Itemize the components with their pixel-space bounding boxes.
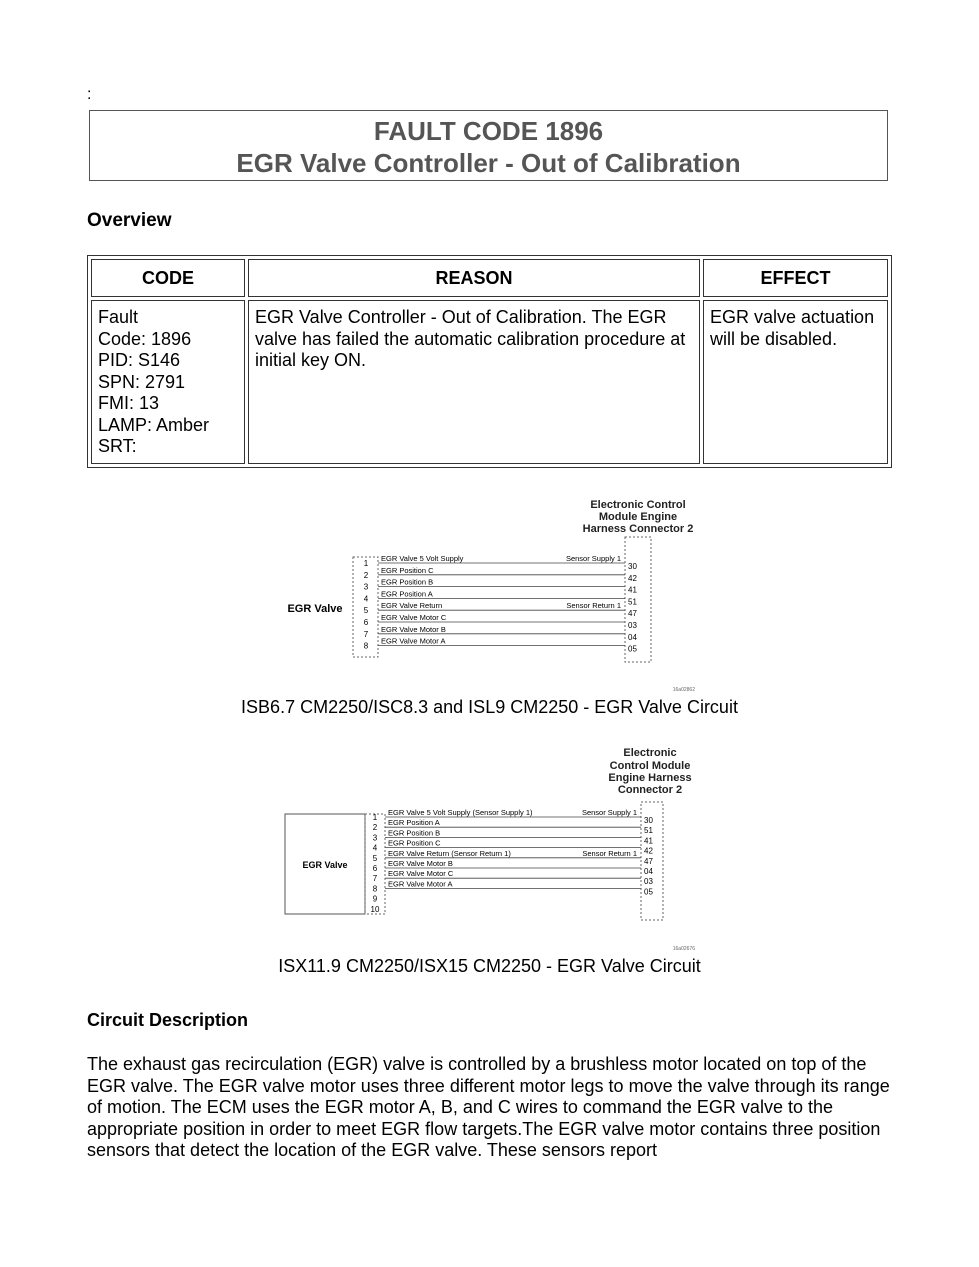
diagram2-caption: ISX11.9 CM2250/ISX15 CM2250 - EGR Valve Circuit: [278, 956, 701, 976]
pin-number-right: 42: [644, 846, 653, 856]
code-line: Code: 1896: [98, 328, 192, 349]
ecm-label-line: Harness Connector 2: [582, 523, 694, 535]
wire-label: EGR Valve Motor A: [381, 636, 446, 646]
pin-number-right: 04: [644, 867, 653, 876]
column-header-reason: REASON: [248, 259, 700, 297]
pin-number-right: 04: [628, 632, 637, 642]
code-line: PID: S146: [98, 350, 181, 370]
pin-number-left: 4: [372, 843, 378, 853]
pin-number-left: 6: [363, 618, 369, 627]
fault-description-title: EGR Valve Controller - Out of Calibration: [236, 148, 741, 178]
diagram1-caption: ISB6.7 CM2250/ISC8.3 and ISL9 CM2250 - EGR Valve Circuit: [241, 697, 738, 717]
header-colon: :: [87, 86, 92, 103]
wire-label: EGR Position B: [388, 828, 441, 838]
wire-label: EGR Valve Return (Sensor Return 1): [388, 848, 511, 858]
pin-number-left: 2: [363, 570, 369, 580]
ecm-label-line: Electronic Control: [590, 499, 686, 511]
pin-number-left: 8: [363, 641, 369, 651]
pin-number-right: 47: [628, 609, 637, 619]
code-line: LAMP: Amber: [98, 414, 210, 435]
pin-number-left: 6: [372, 864, 378, 873]
pin-number-right: 51: [644, 826, 653, 836]
wire-label: EGR Valve Return: [381, 601, 443, 611]
pin-number-left: 9: [372, 894, 378, 904]
ecm-label-line: Connector 2: [617, 784, 683, 796]
wire-label: EGR Position C: [388, 838, 441, 848]
wire-label: EGR Position A: [381, 589, 433, 599]
pin-number-left: 7: [363, 629, 369, 639]
pin-number-left: 5: [363, 606, 369, 616]
pin-number-left: 4: [363, 594, 369, 604]
pin-number-right: 05: [628, 644, 637, 654]
wire-label: EGR Position A: [388, 818, 440, 828]
pin-number-right: 03: [644, 877, 653, 887]
pin-number-right: 03: [628, 621, 637, 630]
component-label: EGR Valve: [302, 860, 348, 870]
wire-label: EGR Valve 5 Volt Supply: [381, 554, 464, 563]
ecm-label-line: Module Engine: [598, 511, 678, 523]
code-line: SPN: 2791: [98, 371, 186, 392]
code-line: SRT:: [98, 436, 137, 456]
pin-number-right: 30: [628, 562, 637, 571]
column-header-effect: EFFECT: [703, 259, 888, 297]
fault-title-box: [89, 110, 888, 181]
pin-number-left: 7: [372, 874, 378, 884]
wire-label: EGR Position B: [381, 577, 434, 587]
sensor-label: Sensor Return 1: [582, 848, 637, 858]
ecm-label-line: Control Module: [609, 760, 691, 772]
diagram2-wire-rows: [371, 808, 654, 914]
wire-label: EGR Valve Motor A: [388, 879, 453, 889]
fault-table: [87, 255, 892, 468]
pin-number-left: 5: [372, 853, 378, 863]
code-line: FMI: 13: [98, 393, 160, 413]
wire-label: EGR Valve Motor B: [388, 859, 453, 868]
table-row: [91, 300, 888, 464]
figure-ref: 16a02862: [672, 687, 695, 693]
reason-cell: EGR Valve Controller - Out of Calibration. The EGR valve has failed the automatic calibration procedure at initial key ON.: [248, 300, 700, 464]
pin-number-left: 3: [372, 833, 378, 843]
pin-number-right: 42: [628, 573, 637, 583]
diagram1-wire-rows: [364, 554, 638, 654]
pin-number-left: 1: [363, 559, 369, 568]
circuit-diagram-1: [270, 490, 710, 695]
column-header-code: CODE: [91, 259, 245, 297]
circuit-description-heading: Circuit Description: [87, 1010, 249, 1030]
pin-number-left: 8: [372, 884, 378, 894]
ecm-label-line: Engine Harness: [608, 772, 692, 784]
wire-label: EGR Valve Motor C: [388, 869, 454, 879]
circuit-description-paragraph: The exhaust gas recirculation (EGR) valve is controlled by a brushless motor located on top of the EGR valve. The EGR valve motor uses three different motor legs to move the valve through its range of motion. The ECM uses the EGR motor A, B, and C wires to command the EGR valve to the appropriate position in order to meet EGR flow targets.The EGR valve motor contains three position sensors that detect the location of the EGR valve. These sensors report: [87, 1054, 890, 1160]
effect-cell: EGR valve actuation will be disabled.: [703, 300, 888, 464]
wire-label: EGR Valve 5 Volt Supply (Sensor Supply 1): [388, 808, 533, 817]
pin-number-left: 3: [363, 582, 369, 592]
pin-number-left: 10: [370, 904, 380, 914]
pin-number-right: 41: [644, 836, 653, 846]
wire-label: EGR Valve Motor B: [381, 624, 446, 634]
sensor-label: Sensor Supply 1: [565, 554, 621, 563]
pin-number-right: 47: [644, 856, 653, 866]
fault-code-title: FAULT CODE 1896: [373, 116, 604, 146]
pin-number-right: 30: [644, 816, 653, 825]
overview-heading: Overview: [87, 210, 172, 231]
pin-number-left: 1: [372, 813, 378, 822]
wire-label: EGR Position C: [381, 565, 434, 575]
sensor-label: Sensor Return 1: [566, 601, 621, 611]
wire-label: EGR Valve Motor C: [381, 613, 447, 622]
component-label: EGR Valve: [287, 603, 343, 615]
code-line: Fault: [98, 307, 139, 327]
pin-number-right: 51: [628, 597, 637, 607]
sensor-label: Sensor Supply 1: [581, 808, 637, 817]
figure-ref: 16a02676: [672, 946, 695, 952]
pin-number-right: 41: [628, 585, 637, 595]
pin-number-left: 2: [372, 823, 378, 833]
ecm-label-line: Electronic: [623, 747, 677, 759]
code-cell: [91, 300, 245, 464]
circuit-diagram-2: [280, 742, 700, 954]
pin-number-right: 05: [644, 887, 653, 897]
table-header-row: [91, 259, 888, 297]
